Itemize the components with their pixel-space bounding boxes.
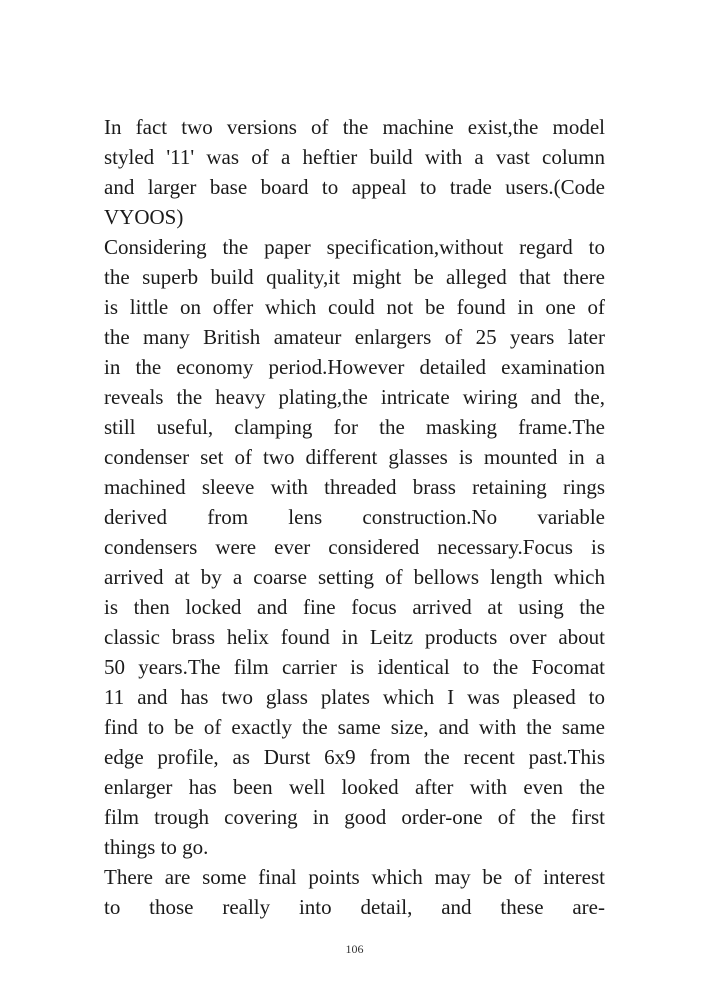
text-line: enlarger has been well looked after with even the <box>104 775 605 799</box>
text-line: Considering the paper specification,without regard to <box>104 235 605 259</box>
text-line: derived from lens construction.No variable <box>104 505 605 529</box>
body-text <box>104 112 605 922</box>
text-line: machined sleeve with threaded brass retaining rings <box>104 475 605 499</box>
text-line: edge profile, as Durst 6x9 from the recent past.This <box>104 745 605 769</box>
text-line: condensers were ever considered necessary.Focus is <box>104 535 605 559</box>
text-line: is little on offer which could not be found in one of <box>104 295 605 319</box>
page-number: 106 <box>345 942 364 956</box>
text-line: film trough covering in good order-one of the first <box>104 805 605 829</box>
text-line: There are some final points which may be of interest <box>104 865 605 889</box>
text-line: 50 years.The film carrier is identical to the Focomat <box>104 655 605 679</box>
text-line: the superb build quality,it might be alleged that there <box>104 265 605 289</box>
text-line: find to be of exactly the same size, and with the same <box>104 715 605 739</box>
text-line: to those really into detail, and these are- <box>104 895 605 919</box>
text-line: and larger base board to appeal to trade users.(Code <box>104 175 605 199</box>
text-line: styled '11' was of a heftier build with a vast column <box>104 145 605 169</box>
text-line: the many British amateur enlargers of 25 years later <box>104 325 605 349</box>
text-line: still useful, clamping for the masking frame.The <box>104 415 605 439</box>
text-line: reveals the heavy plating,the intricate wiring and the, <box>104 385 605 409</box>
text-line: things to go. <box>104 835 209 859</box>
text-line: classic brass helix found in Leitz products over about <box>104 625 605 649</box>
text-line: arrived at by a coarse setting of bellows length which <box>104 565 605 589</box>
text-line: in the economy period.However detailed examination <box>104 355 605 379</box>
text-line: VYOOS) <box>104 205 184 229</box>
text-line: 11 and has two glass plates which I was pleased to <box>104 685 605 709</box>
text-line: is then locked and fine focus arrived at using the <box>104 595 605 619</box>
text-line: In fact two versions of the machine exist,the model <box>104 115 605 139</box>
text-line: condenser set of two different glasses is mounted in a <box>104 445 605 469</box>
